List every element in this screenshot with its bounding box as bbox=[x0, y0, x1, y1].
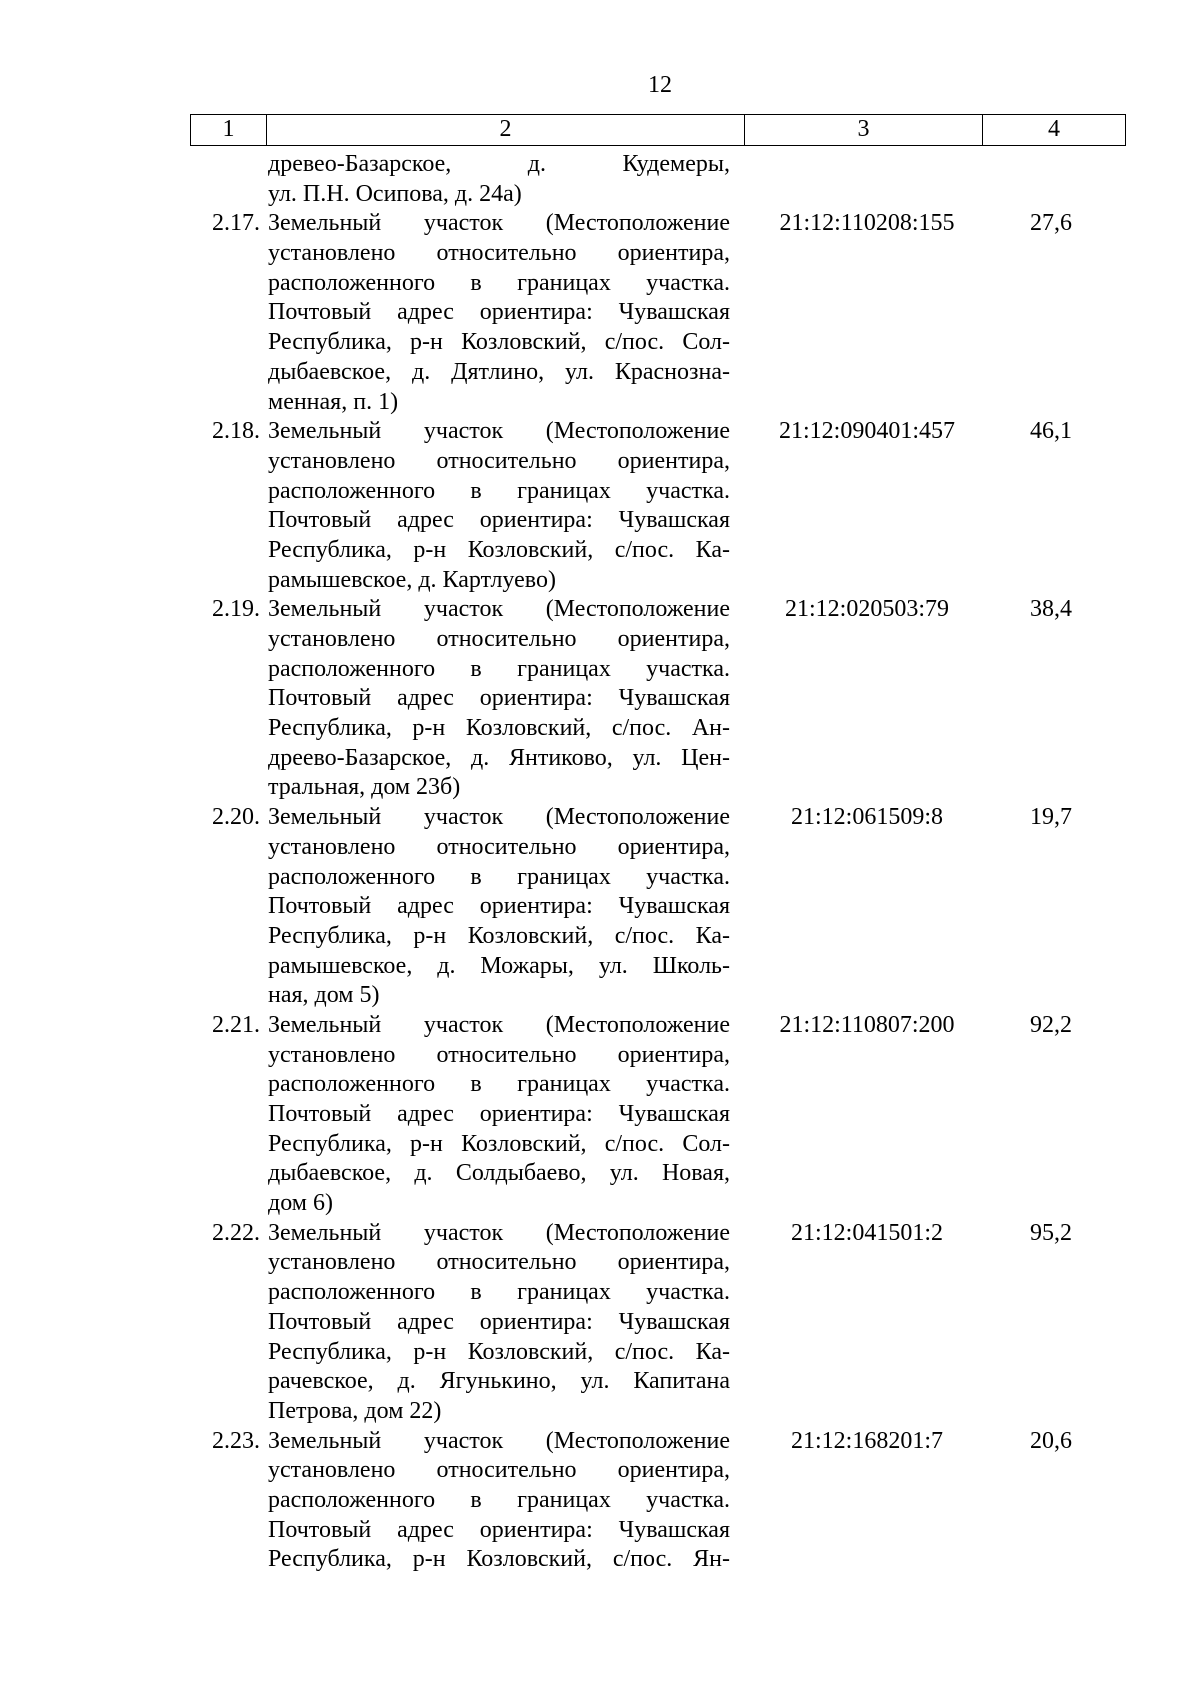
description-line: Республика, р-н Козловский, с/пос. Ка- bbox=[268, 1338, 730, 1365]
description-line: рамышевское, д. Можары, ул. Школь- bbox=[268, 952, 730, 979]
description-line: установлено относительно ориентира, bbox=[268, 1457, 730, 1484]
description-line: Республика, р-н Козловский, с/пос. Сол- bbox=[268, 1130, 730, 1157]
description-line: установлено относительно ориентира, bbox=[268, 447, 730, 474]
item-number: 2.20. bbox=[212, 804, 260, 831]
item-description bbox=[268, 803, 730, 1011]
description-line: Почтовый адрес ориентира: Чувашская bbox=[268, 685, 730, 712]
cadastral-number: 21:12:061509:8 bbox=[790, 804, 943, 831]
table-row bbox=[190, 1219, 1126, 1427]
description-line: установлено относительно ориентира, bbox=[268, 833, 730, 860]
description-line: Земельный участок (Местоположение bbox=[268, 1011, 730, 1038]
description-line: Почтовый адрес ориентира: Чувашская bbox=[268, 1308, 730, 1335]
description-line: Петрова, дом 22) bbox=[268, 1397, 442, 1424]
item-number: 2.17. bbox=[212, 210, 260, 237]
item-description bbox=[268, 150, 730, 209]
description-line: расположенного в границах участка. bbox=[268, 655, 730, 682]
table-row bbox=[190, 417, 1126, 595]
item-number bbox=[190, 150, 268, 209]
description-line: расположенного в границах участка. bbox=[268, 1071, 730, 1098]
description-line: расположенного в границах участка. bbox=[268, 1486, 730, 1513]
cadastral-number bbox=[748, 150, 986, 209]
description-line: Республика, р-н Козловский, с/пос. Ян- bbox=[268, 1546, 730, 1573]
description-line: Республика, р-н Козловский, с/пос. Сол- bbox=[268, 329, 730, 356]
description-line: расположенного в границах участка. bbox=[268, 863, 730, 890]
description-line: дреево-Базарское, д. Янтиково, ул. Цен- bbox=[268, 744, 730, 771]
area-value: 19,7 bbox=[1030, 804, 1072, 831]
description-line: установлено относительно ориентира, bbox=[268, 1249, 730, 1276]
description-line: установлено относительно ориентира, bbox=[268, 626, 730, 652]
column-header-4: 4 bbox=[982, 115, 1126, 145]
description-line: рачевское, д. Ягунькино, ул. Капитана bbox=[268, 1368, 730, 1395]
item-description bbox=[268, 209, 730, 417]
description-line: Земельный участок (Местоположение bbox=[268, 418, 730, 445]
cadastral-number: 21:12:168201:7 bbox=[790, 1427, 943, 1454]
description-line: Земельный участок (Местоположение bbox=[268, 596, 730, 623]
cadastral-number: 21:12:041501:2 bbox=[790, 1219, 943, 1246]
description-line: Республика, р-н Козловский, с/пос. Ан- bbox=[268, 715, 730, 742]
table-row bbox=[190, 209, 1126, 417]
item-number: 2.23. bbox=[212, 1427, 260, 1454]
description-line: Почтовый адрес ориентира: Чувашская bbox=[268, 299, 730, 326]
description-line: Земельный участок (Местоположение bbox=[268, 210, 730, 237]
area-value: 46,1 bbox=[1030, 418, 1072, 445]
item-description bbox=[268, 1219, 730, 1427]
description-line: дыбаевское, д. Солдыбаево, ул. Новая, bbox=[268, 1160, 730, 1187]
area-value: 95,2 bbox=[1030, 1219, 1072, 1246]
cadastral-number: 21:12:090401:457 bbox=[778, 418, 955, 445]
description-line: древео-Базарское, д. Кудемеры, bbox=[268, 151, 730, 177]
item-number: 2.21. bbox=[212, 1011, 260, 1038]
description-line: ул. П.Н. Осипова, д. 24а) bbox=[268, 180, 522, 207]
table-header bbox=[190, 114, 1126, 146]
description-line: расположенного в границах участка. bbox=[268, 1279, 730, 1306]
item-description bbox=[268, 417, 730, 595]
table-row bbox=[190, 1011, 1126, 1219]
description-line: Земельный участок (Местоположение bbox=[268, 1427, 730, 1454]
description-line: дом 6) bbox=[268, 1190, 333, 1217]
description-line: установлено относительно ориентира, bbox=[268, 1041, 730, 1068]
description-line: тральная, дом 23б) bbox=[268, 774, 461, 801]
column-header-3: 3 bbox=[744, 115, 982, 145]
description-line: Земельный участок (Местоположение bbox=[268, 1219, 730, 1246]
area-value: 92,2 bbox=[1030, 1011, 1072, 1038]
cadastral-number: 21:12:110807:200 bbox=[779, 1011, 955, 1038]
area-value: 27,6 bbox=[1030, 210, 1072, 237]
description-line: расположенного в границах участка. bbox=[268, 477, 730, 504]
item-number: 2.19. bbox=[212, 596, 260, 623]
description-line: Почтовый адрес ориентира: Чувашская bbox=[268, 1516, 730, 1543]
item-number: 2.18. bbox=[212, 418, 260, 445]
item-description bbox=[268, 1427, 730, 1575]
description-line: Почтовый адрес ориентира: Чувашская bbox=[268, 507, 730, 534]
table-body bbox=[190, 150, 1126, 1575]
column-header-2: 2 bbox=[266, 115, 744, 145]
description-line: Земельный участок (Местоположение bbox=[268, 804, 730, 831]
description-line: расположенного в границах участка. bbox=[268, 269, 730, 296]
cadastral-number: 21:12:110208:155 bbox=[779, 210, 955, 237]
item-number: 2.22. bbox=[212, 1219, 260, 1246]
description-line: Почтовый адрес ориентира: Чувашская bbox=[268, 1101, 730, 1127]
cadastral-number: 21:12:020503:79 bbox=[784, 596, 949, 623]
description-line: Республика, р-н Козловский, с/пос. Ка- bbox=[268, 922, 730, 949]
area-value: 38,4 bbox=[1030, 596, 1072, 623]
table-row bbox=[190, 150, 1126, 209]
item-description bbox=[268, 595, 730, 803]
table-row bbox=[190, 1427, 1126, 1575]
area-value bbox=[986, 150, 1116, 209]
description-line: Республика, р-н Козловский, с/пос. Ка- bbox=[268, 536, 730, 563]
description-line: рамышевское, д. Картлуево) bbox=[268, 566, 556, 593]
description-line: установлено относительно ориентира, bbox=[268, 240, 730, 267]
description-line: ная, дом 5) bbox=[268, 982, 380, 1009]
column-header-1: 1 bbox=[190, 115, 266, 145]
description-line: Почтовый адрес ориентира: Чувашская bbox=[268, 893, 730, 920]
table-row bbox=[190, 595, 1126, 803]
description-line: менная, п. 1) bbox=[268, 388, 399, 415]
table-row bbox=[190, 803, 1126, 1011]
area-value: 20,6 bbox=[1030, 1427, 1072, 1454]
page-number: 12 bbox=[648, 72, 672, 98]
item-description bbox=[268, 1011, 730, 1219]
description-line: дыбаевское, д. Дятлино, ул. Краснозна- bbox=[268, 358, 730, 385]
